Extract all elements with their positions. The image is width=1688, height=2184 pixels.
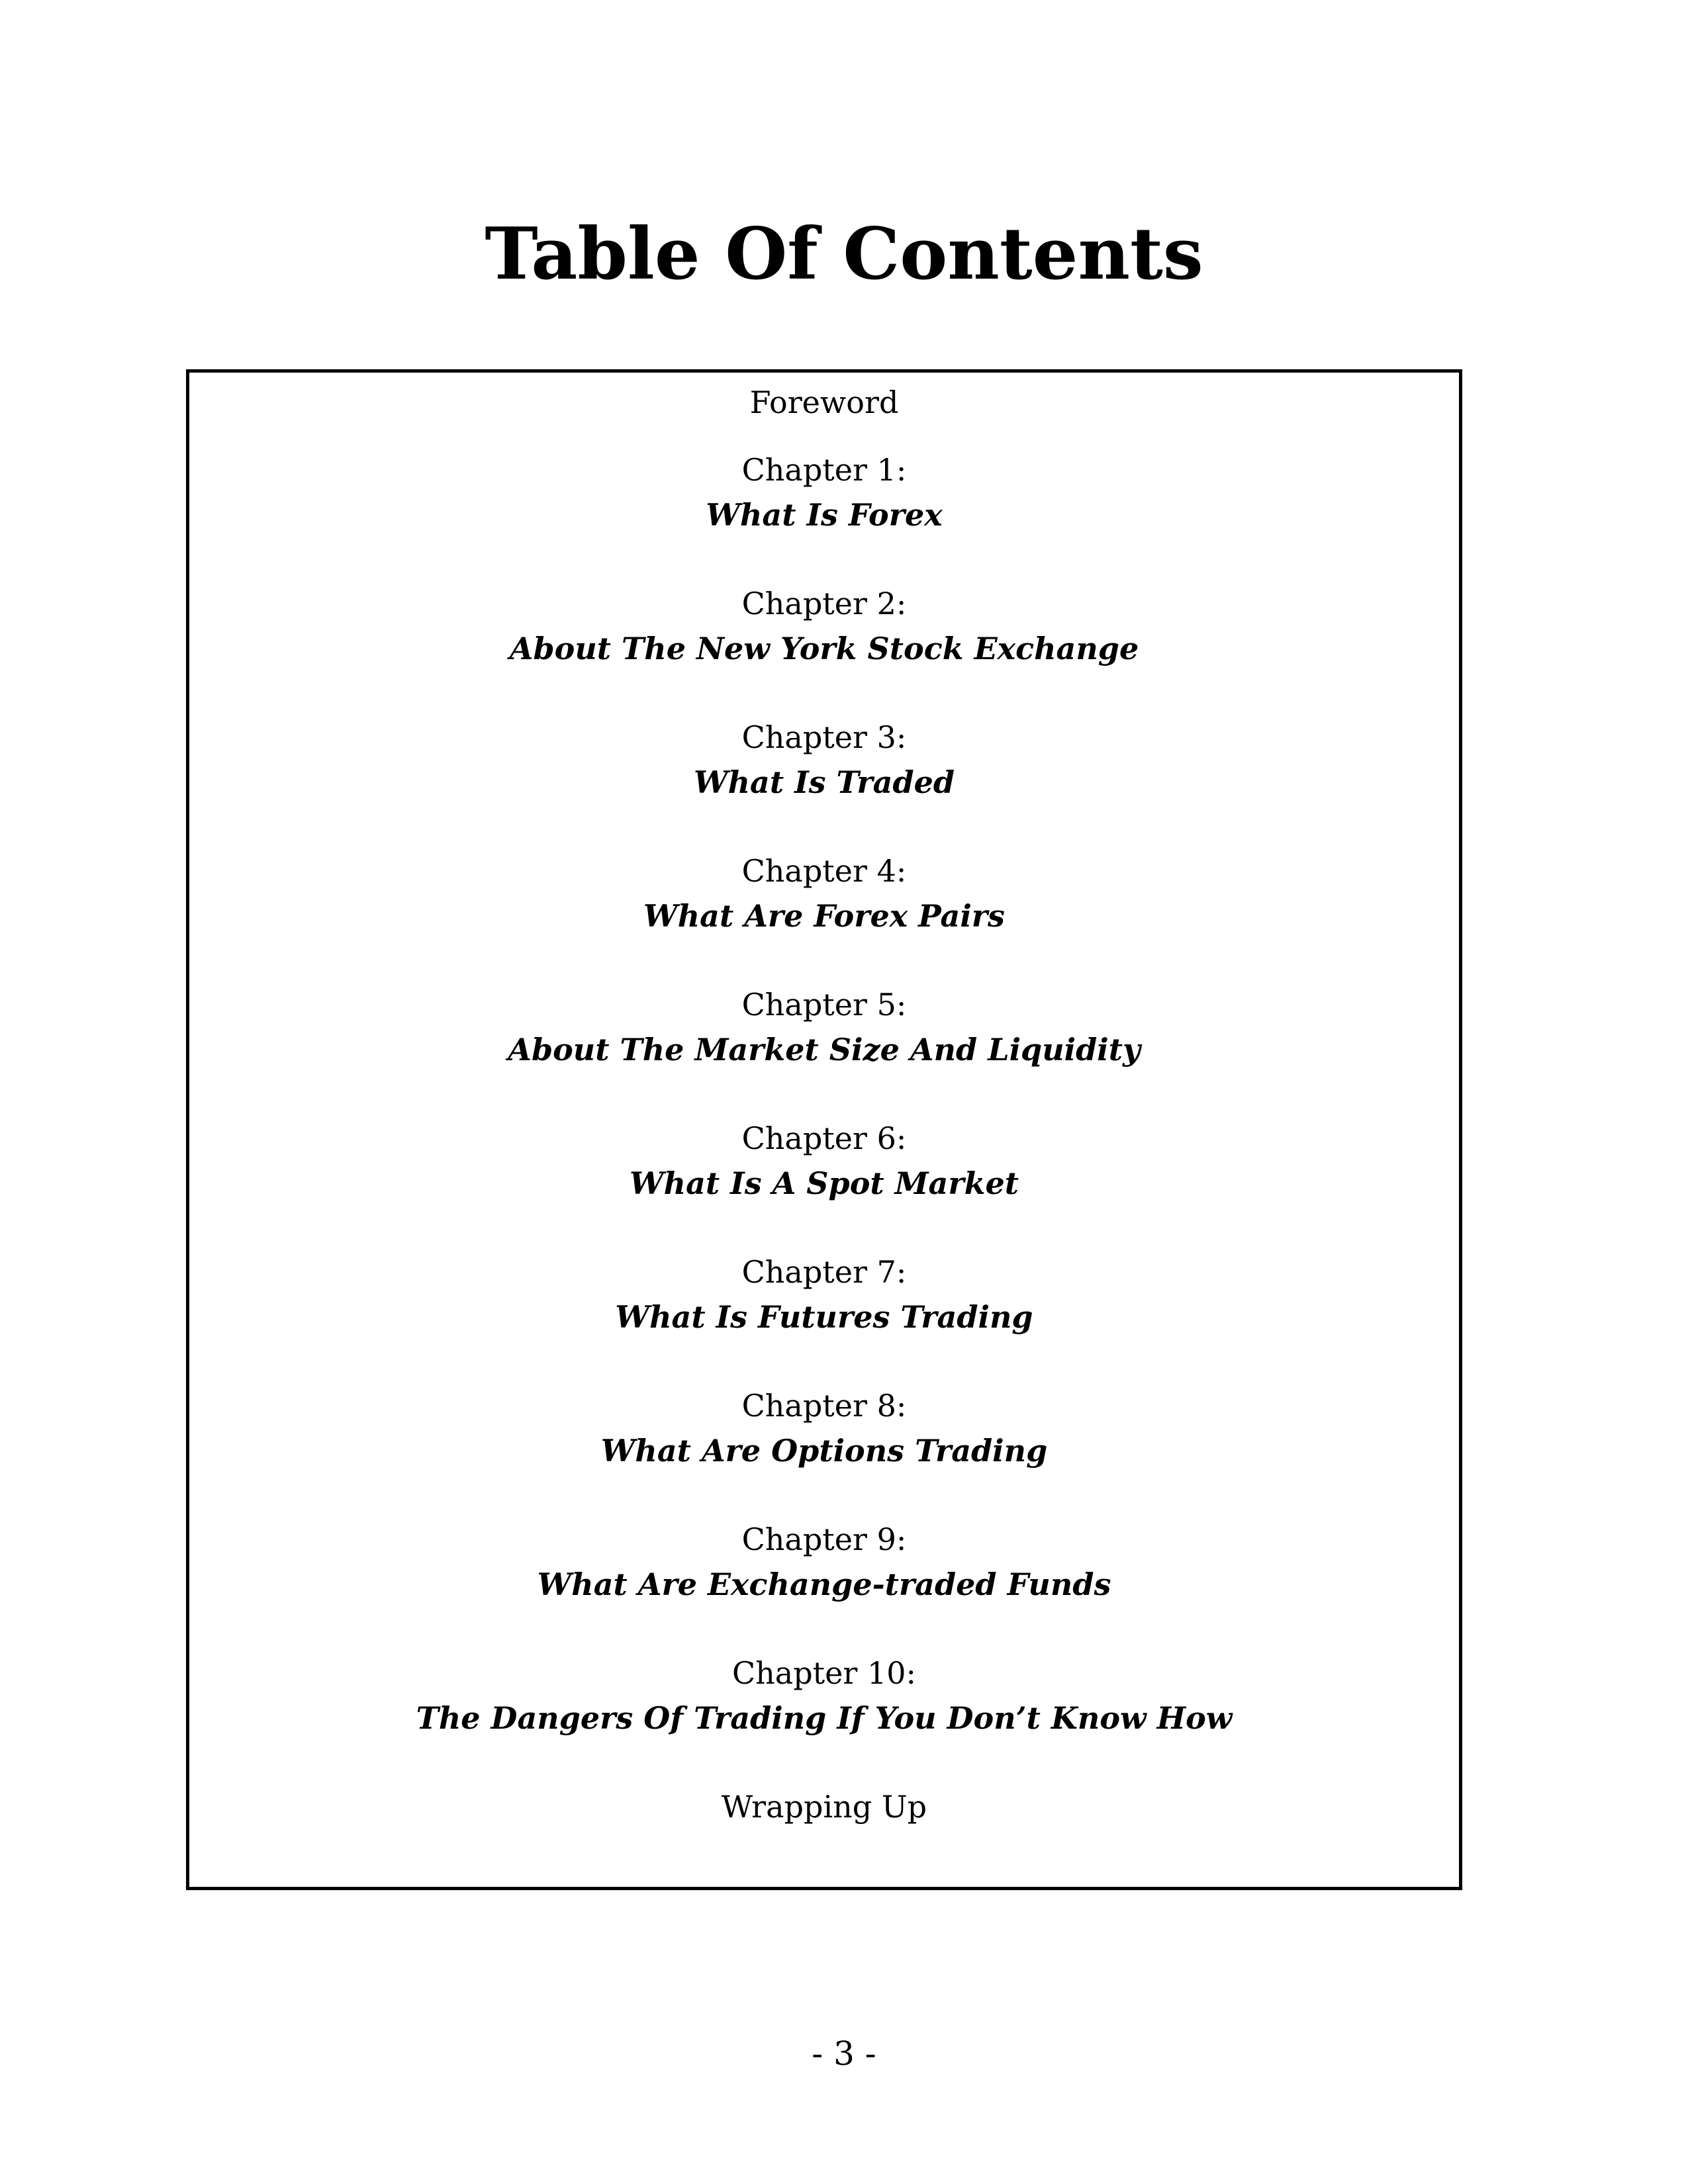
- chapter-9-title: What Are Exchange-traded Funds: [537, 1567, 1111, 1602]
- chapter-7-title: What Is Futures Trading: [615, 1299, 1033, 1335]
- table-of-contents-box: [186, 369, 1462, 1890]
- chapter-8-label: Chapter 8:: [741, 1388, 907, 1424]
- chapter-6-label: Chapter 6:: [741, 1120, 907, 1156]
- chapter-5-title: About The Market Size And Liquidity: [508, 1032, 1141, 1068]
- page-number: - 3 -: [812, 2034, 876, 2073]
- chapter-10-title: The Dangers Of Trading If You Don’t Know How: [416, 1700, 1233, 1736]
- chapter-4-title: What Are Forex Pairs: [643, 898, 1005, 934]
- toc-entry-wrapping-up: Wrapping Up: [721, 1789, 927, 1825]
- chapter-1-label: Chapter 1:: [741, 452, 907, 488]
- chapter-1-title: What Is Forex: [706, 497, 943, 533]
- chapter-3-title: What Is Traded: [693, 764, 955, 800]
- chapter-4-label: Chapter 4:: [741, 853, 907, 889]
- chapter-10-label: Chapter 10:: [731, 1655, 917, 1691]
- chapter-2-label: Chapter 2:: [741, 586, 907, 621]
- chapter-8-title: What Are Options Trading: [600, 1433, 1048, 1469]
- chapter-2-title: About The New York Stock Exchange: [509, 631, 1139, 666]
- chapter-9-label: Chapter 9:: [741, 1522, 907, 1557]
- toc-list: [189, 373, 1459, 1887]
- chapter-3-label: Chapter 3:: [741, 719, 907, 755]
- chapter-5-label: Chapter 5:: [741, 987, 907, 1023]
- chapter-6-title: What Is A Spot Market: [630, 1165, 1019, 1201]
- page-title: Table Of Contents: [485, 212, 1203, 296]
- toc-entry-foreword: Foreword: [749, 385, 899, 420]
- chapter-7-label: Chapter 7:: [741, 1254, 907, 1290]
